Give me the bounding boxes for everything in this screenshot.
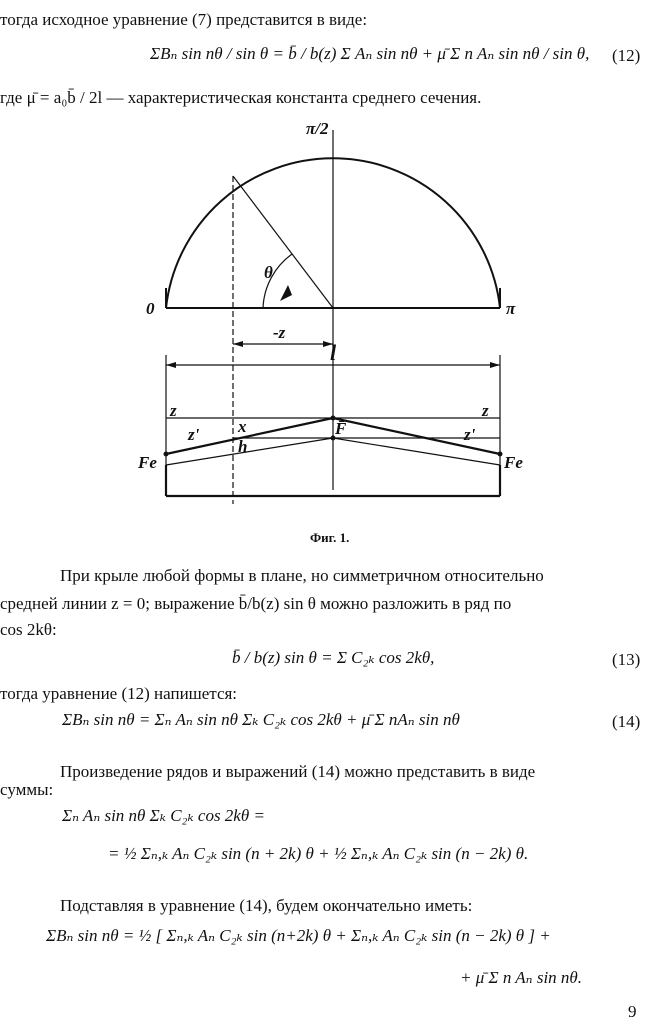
- formula-13: b̄ / b(z) sin θ = Σ C₂ₖ cos 2kθ,: [232, 648, 435, 667]
- paragraph-1-line-2: средней линии z = 0; выражение b̄/b(z) sin θ можно разложить в ряд по: [0, 594, 512, 613]
- fe-right-point: [498, 452, 503, 457]
- formula-15-line-1: Σₙ Aₙ sin nθ Σₖ C₂ₖ cos 2kθ =: [62, 806, 265, 825]
- formula-16-line-1: ΣBₙ sin nθ = ½ [ Σₙ,ₖ Aₙ C₂ₖ sin (n+2k) θ + Σₙ,ₖ Aₙ C₂ₖ sin (n − 2k) θ ] +: [46, 926, 551, 945]
- formula-15-line-2: = ½ Σₙ,ₖ Aₙ C₂ₖ sin (n + 2k) θ + ½ Σₙ,ₖ Aₙ C₂ₖ sin (n − 2k) θ.: [108, 844, 529, 863]
- paragraph-1-line-3: cos 2kθ:: [0, 620, 57, 639]
- formula-16-line-2: + μ̄ Σ n Aₙ sin nθ.: [460, 968, 583, 987]
- page-number: 9: [628, 1002, 637, 1021]
- label-z-right: z: [482, 401, 489, 420]
- label-pi: π: [506, 299, 516, 318]
- figure-1: [130, 119, 523, 512]
- label-zero: 0: [146, 299, 155, 318]
- label-z-prime-left: z': [188, 425, 200, 444]
- label-h: h: [238, 437, 248, 456]
- paragraph-1-line-1: При крыле любой формы в плане, но симметричном относительно: [60, 566, 544, 585]
- theta-arrow-icon: [280, 285, 292, 301]
- text-line-4: Подставляя в уравнение (14), будем окончательно иметь:: [60, 896, 473, 915]
- text-line-2: где μ̄ = a₀b̄ / 2l — характеристическая константа среднего сечения.: [0, 88, 482, 107]
- l-arrow-left-icon: [166, 362, 176, 368]
- label-x: x: [238, 417, 247, 436]
- radius-line: [233, 176, 333, 308]
- text-line-1: тогда исходное уравнение (7) представится в виде:: [0, 10, 368, 29]
- label-z-left: z: [170, 401, 177, 420]
- label-theta: θ: [264, 263, 273, 282]
- label-minus-z: -z: [273, 323, 286, 342]
- label-fe-left: Fe: [138, 453, 157, 472]
- paragraph-2-line-1: Произведение рядов и выражений (14) можно представить в виде: [60, 762, 536, 781]
- label-l: l: [330, 340, 337, 365]
- fe-left-point: [164, 452, 169, 457]
- formula-12: ΣBₙ sin nθ / sin θ = b̄ / b(z) Σ Aₙ sin nθ + μ̄ Σ n Aₙ sin nθ / sin θ,: [150, 44, 590, 63]
- formula-14: ΣBₙ sin nθ = Σₙ Aₙ sin nθ Σₖ C₂ₖ cos 2kθ + μ̄ Σ nAₙ sin nθ: [62, 710, 460, 729]
- eq-number-12: (12): [612, 46, 641, 65]
- label-z-prime-right: z': [464, 425, 476, 444]
- paragraph-2-line-2: суммы:: [0, 780, 54, 799]
- figure-caption: Фиг. 1.: [310, 530, 350, 545]
- label-F: F̄: [335, 419, 347, 438]
- text-line-3: тогда уравнение (12) напишется:: [0, 684, 238, 703]
- z-arrow-left-icon: [233, 341, 243, 347]
- l-arrow-right-icon: [490, 362, 500, 368]
- label-pi-half: π/2: [306, 119, 329, 138]
- eq-number-14: (14): [612, 712, 641, 731]
- label-fe-right: Fe: [504, 453, 523, 472]
- eq-number-13: (13): [612, 650, 641, 669]
